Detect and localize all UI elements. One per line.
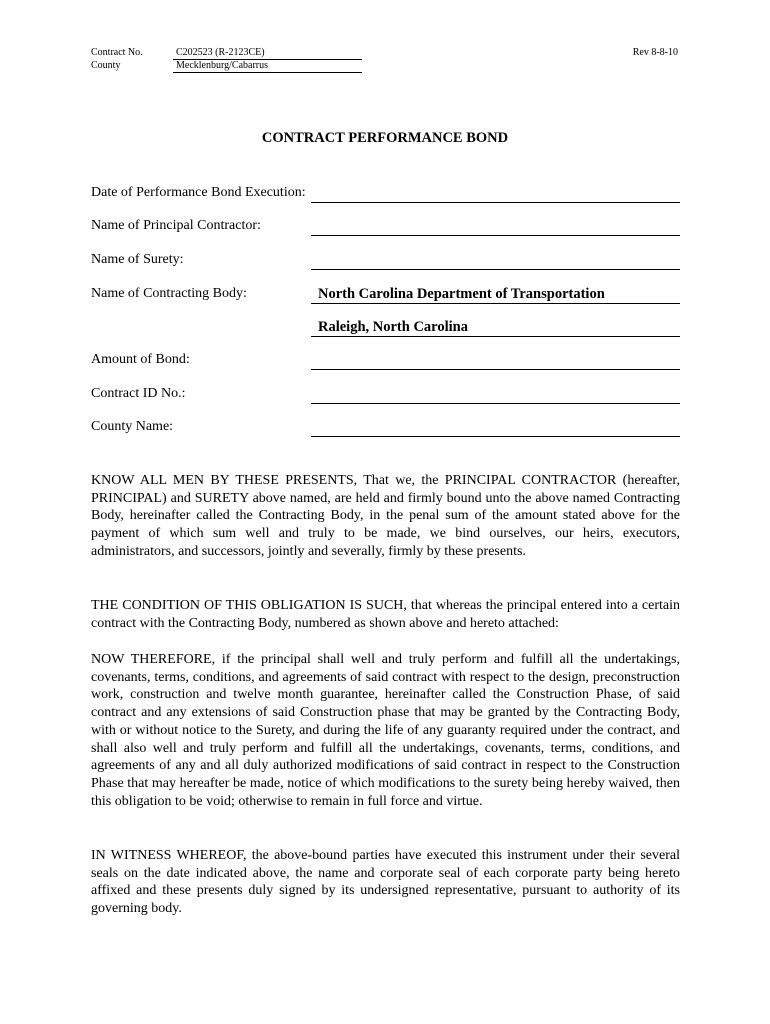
contract-id-row: [91, 385, 680, 405]
amount-field[interactable]: [311, 351, 680, 370]
paragraph-condition: THE CONDITION OF THIS OBLIGATION IS SUCH, that whereas the principal entered into a certain contract with the Contracting Body, numbered as shown above and hereto attached:: [91, 598, 680, 631]
revision-label: Rev 8-8-10: [632, 47, 678, 58]
principal-contractor-row: [91, 217, 680, 237]
contracting-body-row-2: [91, 318, 680, 338]
amount-row: [91, 351, 680, 371]
county-name-label: County Name:: [91, 419, 174, 434]
amount-label: Amount of Bond:: [91, 352, 190, 367]
execution-date-field[interactable]: [311, 184, 680, 203]
surety-row: [91, 251, 680, 271]
county-label: County: [91, 60, 121, 71]
paragraph-in-witness: IN WITNESS WHEREOF, the above-bound parties have executed this instrument under their several seals on the date indicated above, the name and corporate seal of each corporate party being hereto affixed and these presents duly signed by its undersigned representative, pursuant to authority of its governing body.: [91, 848, 680, 917]
contract-id-label: Contract ID No.:: [91, 386, 186, 401]
contracting-body-label: Name of Contracting Body:: [91, 286, 247, 301]
execution-date-label: Date of Performance Bond Execution:: [91, 185, 306, 200]
contract-no-value: C202523 (R-2123CE): [173, 47, 362, 60]
contracting-body-row: [91, 285, 680, 305]
county-value: Mecklenburg/Cabarrus: [173, 60, 362, 73]
contract-id-field[interactable]: [311, 385, 680, 404]
surety-label: Name of Surety:: [91, 252, 184, 267]
contracting-body-value-line1: North Carolina Department of Transportation: [318, 286, 605, 302]
principal-contractor-label: Name of Principal Contractor:: [91, 218, 261, 233]
surety-field[interactable]: [311, 251, 680, 270]
principal-contractor-field[interactable]: [311, 217, 680, 236]
execution-date-row: [91, 184, 680, 204]
county-name-row: [91, 418, 680, 438]
contract-no-label: Contract No.: [91, 47, 143, 58]
contracting-body-value-line2: Raleigh, North Carolina: [318, 319, 468, 335]
paragraph-know-all-men: KNOW ALL MEN BY THESE PRESENTS, That we, the PRINCIPAL CONTRACTOR (hereafter, PRINCIPAL) and SURETY above named, are held and firmly bound unto the above named Contracting Body, hereinafter called the Contracting Body, in the penal sum of the amount stated above for the payment of which sum well and truly to be made, we bind ourselves, our heirs, executors, administrators, and successors, jointly and severally, firmly by these presents.: [91, 473, 680, 559]
paragraph-now-therefore: NOW THEREFORE, if the principal shall well and truly perform and fulfill all the undertakings, covenants, terms, conditions, and agreements of said contract with respect to the design, preconstruction work, construction and twelve month guarantee, hereinafter called the Construction Phase, of said contract and any extensions of said Construction phase that may be granted by the Contracting Body, with or without notice to the Surety, and during the life of any guaranty required under the contract, and shall also well and truly perform and fulfill all the undertakings, covenants, terms, conditions, and agreements of any and all duly authorized modifications of said contract in respect to the Construction Phase that may hereafter be made, notice of which modifications to the surety being hereby waived, then this obligation to be void; otherwise to remain in full force and virtue.: [91, 652, 680, 809]
page-title: CONTRACT PERFORMANCE BOND: [261, 130, 509, 146]
county-name-field[interactable]: [311, 418, 680, 437]
